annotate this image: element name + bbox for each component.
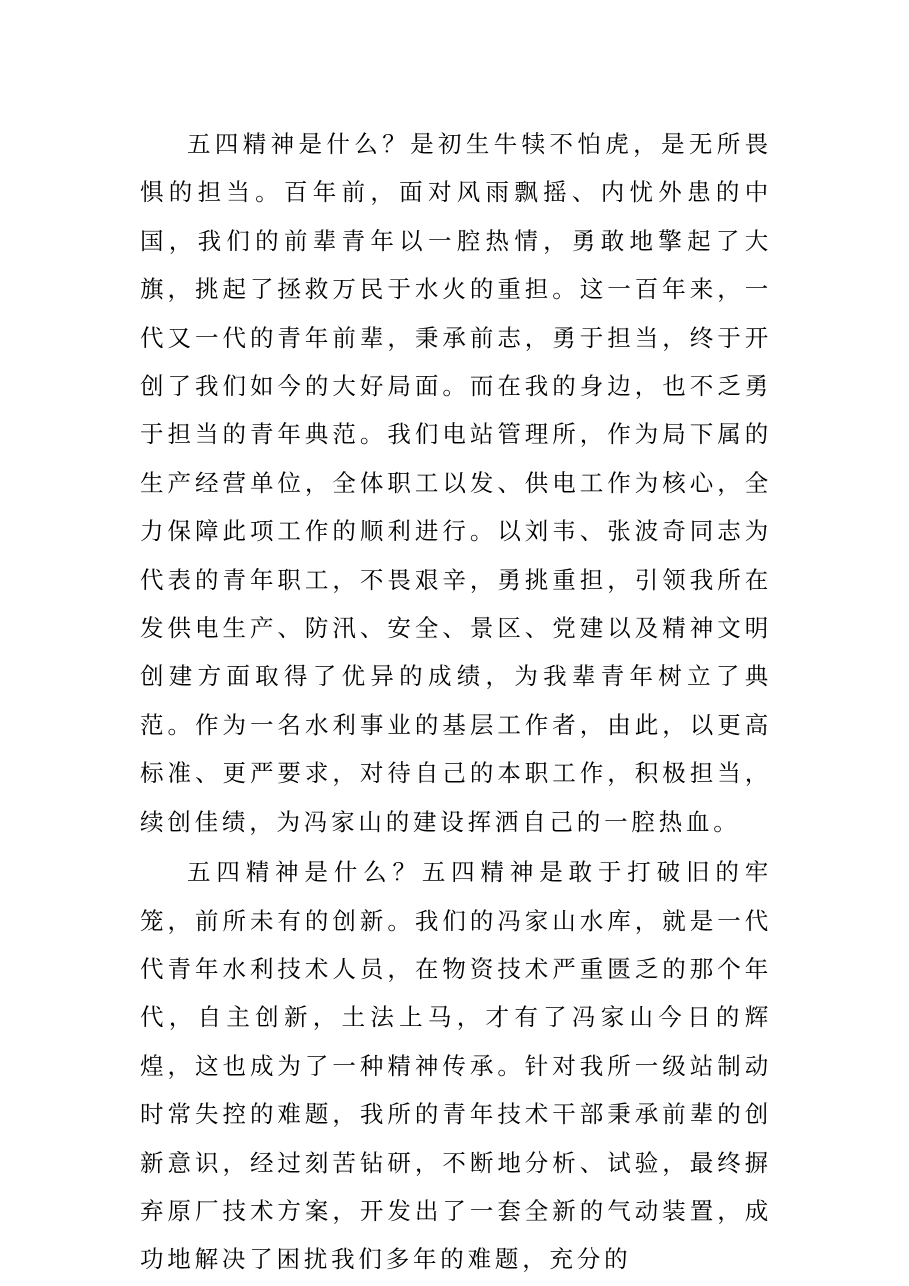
paragraph-1: 五四精神是什么？是初生牛犊不怕虎，是无所畏惧的担当。百年前，面对风雨飘摇、内忧外患的中国，我们的前辈青年以一腔热情，勇敢地擎起了大旗，挑起了拯救万民于水火的重担。这一百年来，一代又一代的青年前辈，秉承前志，勇于担当，终于开创了我们如今的大好局面。而在我的身边，也不乏勇于担当的青年典范。我们电站管理所，作为局下属的生产经营单位，全体职工以发、供电工作为核心，全力保障此项工作的顺利进行。以刘韦、张波奇同志为代表的青年职工，不畏艰辛，勇挑重担，引领我所在发供电生产、防汛、安全、景区、党建以及精神文明创建方面取得了优异的成绩，为我辈青年树立了典范。作为一名水利事业的基层工作者，由此，以更高标准、更严要求，对待自己的本职工作，积极担当，续创佳绩，为冯家山的建设挥洒自己的一腔热血。 — [140, 130, 772, 836]
paragraph-2: 五四精神是什么？五四精神是敢于打破旧的牢笼，前所未有的创新。我们的冯家山水库，就是一代代青年水利技术人员，在物资技术严重匮乏的那个年代，自主创新，土法上马，才有了冯家山今日的辉煌，这也成为了一种精神传承。针对我所一级站制动时常失控的难题，我所的青年技术干部秉承前辈的创新意识，经过刻苦钻研，不断地分析、试验，最终摒弃原厂技术方案，开发出了一套全新的气动装置，成功地解决了困扰我们多年的难题，充分的 — [140, 858, 772, 1274]
document-body — [140, 120, 772, 1284]
